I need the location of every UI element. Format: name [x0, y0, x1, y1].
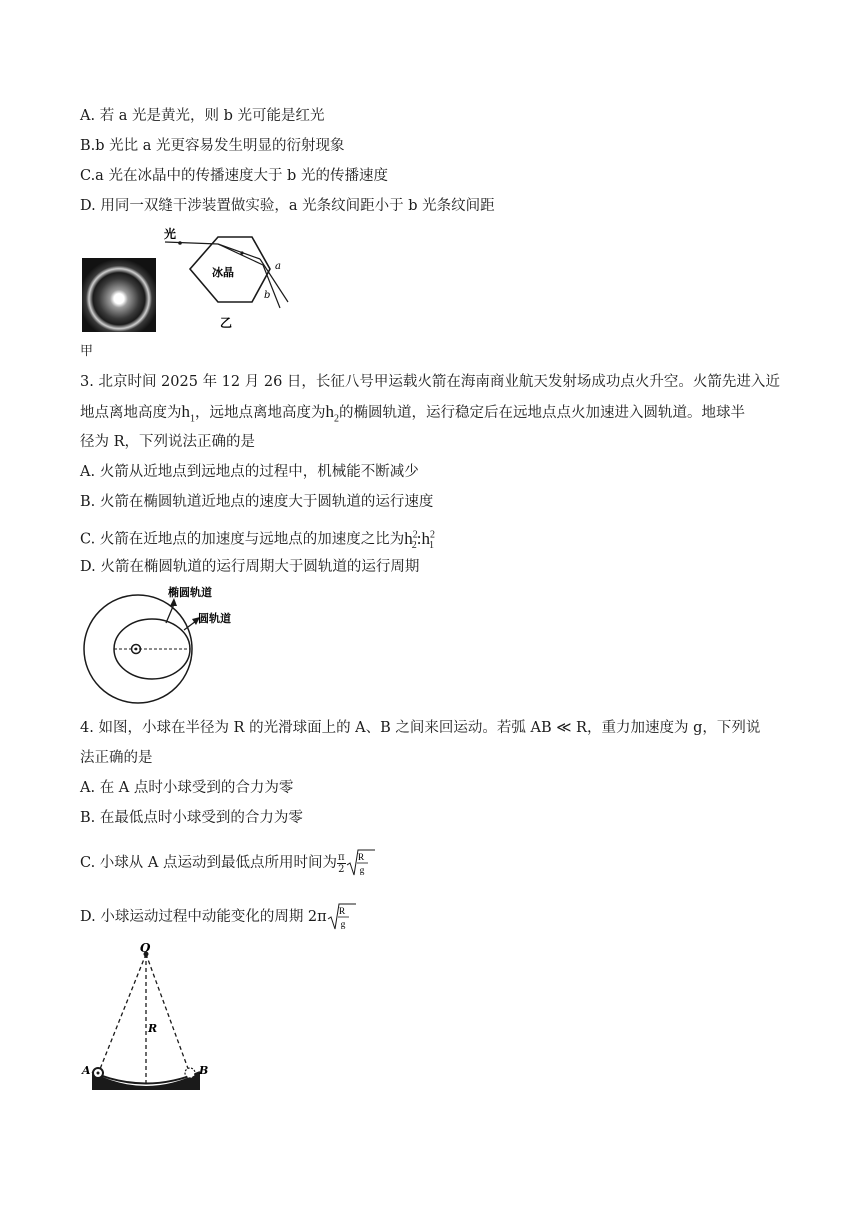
q2-option-d: D. 用同一双缝干涉装置做实验，a 光条纹间距小于 b 光条纹间距 [80, 198, 495, 214]
q3-stem-line1: 3. 北京时间 2025 年 12 月 26 日，长征八号甲运载火箭在海南商业航天发射场成功点火升空。火箭先进入近 [80, 374, 780, 390]
q4-option-b: B. 在最低点时小球受到的合力为零 [80, 810, 303, 826]
label-ice-crystal: 冰晶 [212, 266, 234, 279]
label-B: B [199, 1064, 209, 1077]
spherical-surface-diagram [78, 940, 228, 1100]
q3-option-d: D. 火箭在椭圆轨道的运行周期大于圆轨道的运行周期 [80, 559, 420, 575]
halo-photo [82, 258, 156, 332]
ice-crystal-diagram [160, 224, 300, 334]
sqrt-symbol [327, 902, 357, 932]
label-light: 光 [164, 227, 177, 241]
sqrt-symbol [346, 848, 376, 878]
label-O: O [140, 941, 151, 955]
q3-stem-line3: 径为 R，下列说法正确的是 [80, 434, 256, 450]
label-b: b [264, 290, 271, 301]
fraction-pi-over-2: $\frac{\pi}{2}$ [337, 851, 345, 875]
svg-text:g: g [340, 920, 346, 930]
q4-option-c: C. 小球从 A 点运动到最低点所用时间为 $\frac{\pi}{2}$ R g [80, 848, 376, 878]
q4-option-d: D. 小球运动过程中动能变化的周期 2π R g [80, 902, 357, 932]
label-circle-orbit: 圆轨道 [198, 612, 231, 625]
q4-stem-line1: 4. 如图，小球在半径为 R 的光滑球面上的 A、B 之间来回运动。若弧 AB ≪ R，重力加速度为 g，下列说 [80, 720, 761, 736]
math-ratio: $h^2_2:h^2_1$ [404, 528, 436, 552]
label-yi: 乙 [220, 316, 233, 330]
orbit-diagram [80, 584, 250, 704]
label-a: a [275, 261, 281, 272]
label-A: A [82, 1064, 91, 1077]
q3-option-a: A. 火箭从近地点到远地点的过程中，机械能不断减少 [80, 464, 419, 480]
q3-option-b: B. 火箭在椭圆轨道近地点的速度大于圆轨道的运行速度 [80, 494, 434, 510]
math-h1: $h_1$ [181, 402, 195, 425]
q4-option-a: A. 在 A 点时小球受到的合力为零 [80, 780, 294, 796]
svg-text:g: g [359, 866, 364, 876]
label-R: R [148, 1022, 158, 1035]
q2-option-b: B.b 光比 a 光更容易发生明显的衍射现象 [80, 138, 345, 154]
svg-text:R: R [338, 907, 345, 917]
q3-option-c: C. 火箭在近地点的加速度与远地点的加速度之比为$h^2_2:h^2_1$ [80, 528, 436, 552]
q3-stem-line2: 地点离地高度为$h_1$，远地点离地高度为$h_2$的椭圆轨道，运行稳定后在远地点点火加速进入圆轨道。地球半 [80, 402, 745, 425]
svg-text:R: R [357, 853, 364, 863]
q2-option-c: C.a 光在冰晶中的传播速度大于 b 光的传播速度 [80, 168, 388, 184]
q4-stem-line2: 法正确的是 [80, 750, 153, 766]
label-ellipse-orbit: 椭圆轨道 [168, 586, 212, 599]
label-jia: 甲 [80, 344, 94, 359]
math-h2: $h_2$ [325, 402, 339, 425]
q2-option-a: A. 若 a 光是黄光，则 b 光可能是红光 [80, 108, 325, 124]
